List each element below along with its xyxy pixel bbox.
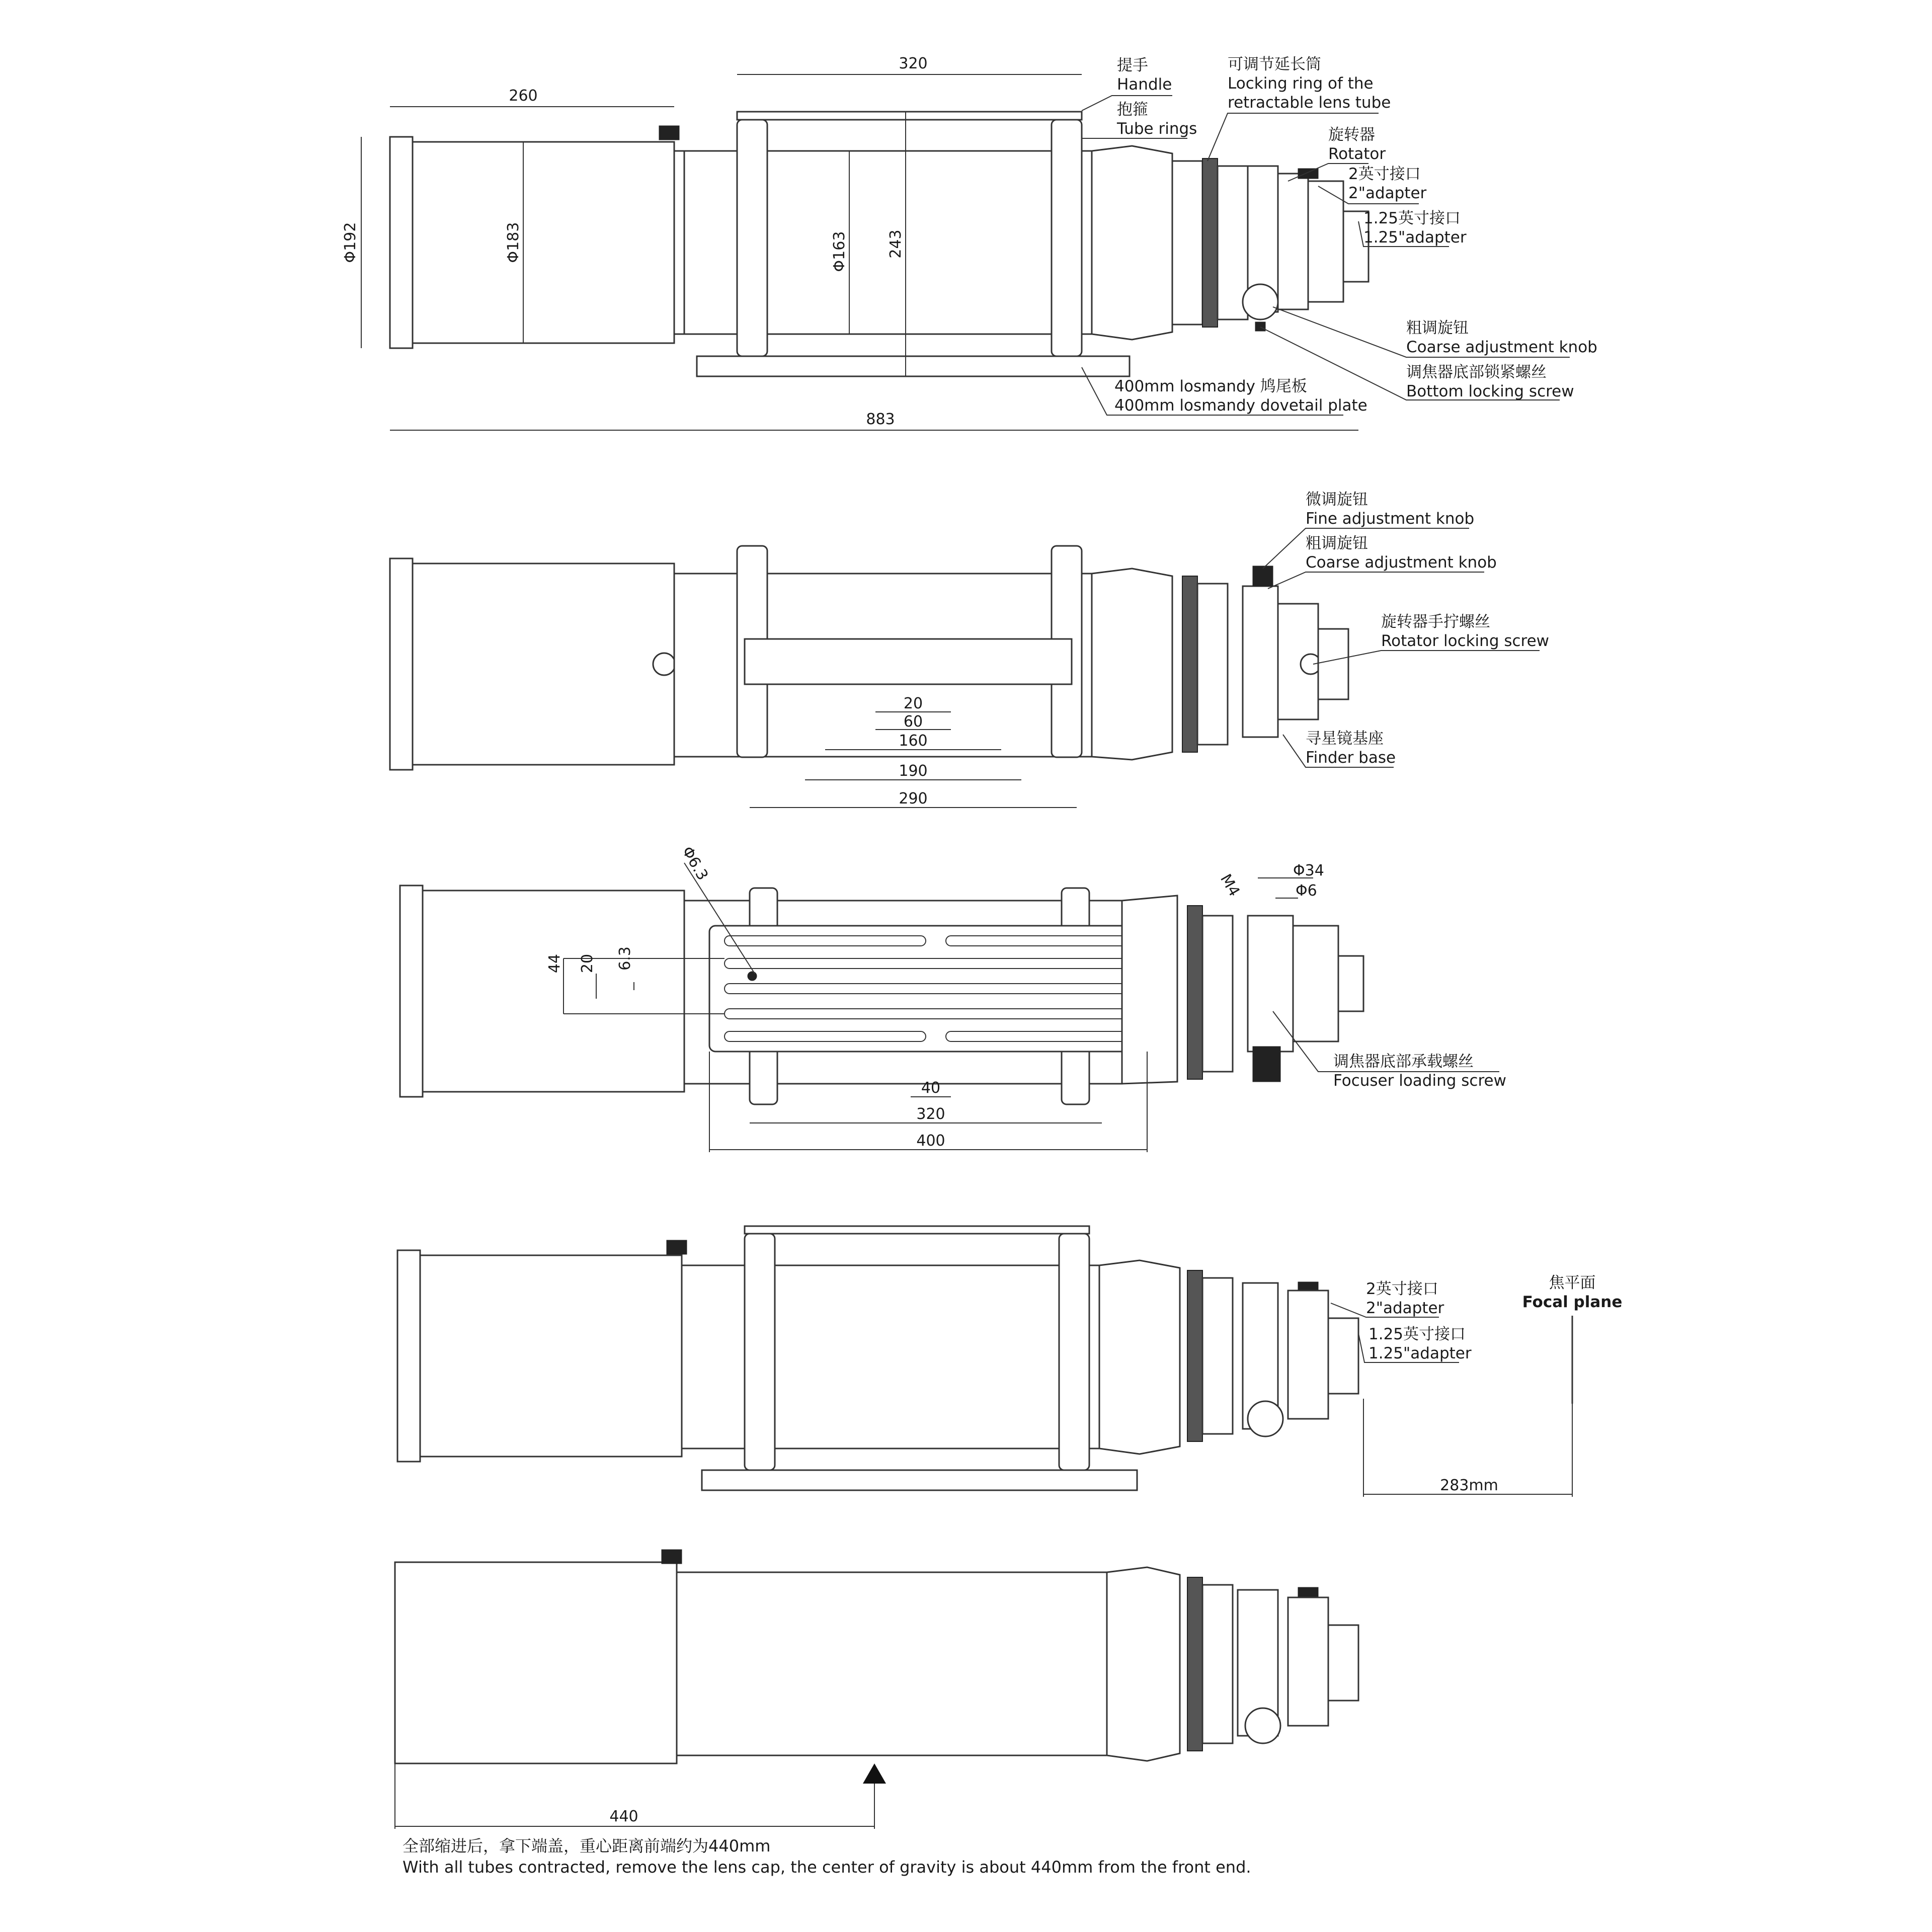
label-adapter125-en: 1.25"adapter bbox=[1363, 228, 1467, 247]
coarse-knob-icon bbox=[1243, 284, 1278, 319]
dim-20-v3: 20 bbox=[579, 953, 596, 974]
view-4-backfocus bbox=[397, 1226, 1622, 1497]
view-1-side bbox=[342, 55, 1597, 430]
dia-6-3: Φ6.3 bbox=[678, 843, 712, 883]
rotator-v4 bbox=[1288, 1291, 1328, 1419]
tube-ring-front bbox=[737, 120, 767, 356]
focuser-body bbox=[1092, 146, 1172, 340]
dim-260: 260 bbox=[509, 87, 538, 105]
main-tube-v5 bbox=[677, 1572, 1117, 1755]
dim-190: 190 bbox=[899, 762, 928, 780]
locking-ring-knurl bbox=[1202, 158, 1218, 327]
focuser-body-v3 bbox=[1122, 896, 1177, 1084]
dew-shield-v4 bbox=[420, 1255, 682, 1457]
label-adapter125-v4-en: 1.25"adapter bbox=[1369, 1344, 1472, 1362]
label-bottom-lock-en: Bottom locking screw bbox=[1406, 382, 1574, 400]
label-tube-rings-en: Tube rings bbox=[1117, 120, 1197, 138]
drawtube-v3 bbox=[1202, 916, 1233, 1072]
dim-20: 20 bbox=[903, 695, 923, 712]
dim-320: 320 bbox=[899, 55, 928, 72]
dia-192: Φ192 bbox=[342, 222, 359, 263]
dew-screw-v2-icon bbox=[653, 653, 675, 675]
handle-v4 bbox=[745, 1226, 1089, 1234]
dim-400: 400 bbox=[916, 1132, 945, 1150]
label-dovetail-en: 400mm losmandy dovetail plate bbox=[1114, 396, 1367, 415]
coarse-knob-v3-icon bbox=[1253, 1046, 1280, 1082]
label-coarse-v2-en: Coarse adjustment knob bbox=[1306, 553, 1497, 572]
dim-60: 60 bbox=[903, 713, 923, 731]
focuser-block-v2 bbox=[1243, 586, 1278, 737]
drawtube-v2 bbox=[1197, 584, 1228, 745]
label-loading-en: Focuser loading screw bbox=[1333, 1072, 1506, 1090]
handle bbox=[737, 112, 1082, 120]
dew-shield-end bbox=[674, 151, 684, 334]
focuser-body-v2 bbox=[1092, 569, 1172, 760]
dim-6-3: 6.3 bbox=[616, 946, 634, 971]
dim-440: 440 bbox=[609, 1808, 638, 1825]
dim-283mm: 283mm bbox=[1440, 1477, 1498, 1494]
dew-shield-v3 bbox=[423, 891, 684, 1092]
label-focal-en: Focal plane bbox=[1522, 1293, 1623, 1311]
label-adapter2-v4-en: 2"adapter bbox=[1366, 1299, 1444, 1317]
label-rot-lock-en: Rotator locking screw bbox=[1381, 632, 1550, 650]
rotator-screw-icon bbox=[1298, 169, 1318, 179]
label-tube-rings-cn: 抱箍 bbox=[1117, 101, 1148, 119]
rotator-v3 bbox=[1293, 926, 1338, 1041]
label-locking-ring-en1: Locking ring of the bbox=[1228, 74, 1374, 93]
dew-cap-rim-v4 bbox=[397, 1250, 420, 1462]
dew-shield-screw-icon bbox=[659, 126, 679, 140]
drawtube-v4 bbox=[1202, 1278, 1233, 1434]
label-bottom-lock-cn: 调焦器底部锁紧螺丝 bbox=[1406, 363, 1547, 381]
dim-160: 160 bbox=[899, 732, 928, 750]
drawtube-v5 bbox=[1202, 1585, 1233, 1743]
view-5-cog bbox=[395, 1550, 1358, 1877]
view-3-plate bbox=[400, 844, 1506, 1153]
dew-shield bbox=[413, 142, 674, 343]
adapter-v2 bbox=[1318, 629, 1348, 699]
label-locking-ring-en2: retractable lens tube bbox=[1228, 94, 1391, 112]
view-2-bottom bbox=[390, 491, 1549, 808]
label-dovetail-cn: 400mm losmandy 鸠尾板 bbox=[1114, 377, 1307, 395]
rotator bbox=[1278, 174, 1308, 309]
dovetail-bottom-v2 bbox=[745, 639, 1072, 684]
label-adapter125-cn: 1.25英寸接口 bbox=[1363, 209, 1461, 227]
retractable-tube bbox=[1172, 161, 1202, 325]
dim-40: 40 bbox=[921, 1079, 941, 1097]
label-handle-en: Handle bbox=[1117, 75, 1172, 94]
m4-label: M4 bbox=[1217, 871, 1243, 900]
dim-883: 883 bbox=[866, 411, 895, 428]
dew-shield-v5 bbox=[395, 1562, 677, 1763]
tube-ring-rear bbox=[1052, 120, 1082, 356]
mount-hole-icon bbox=[748, 972, 757, 981]
label-adapter125-v4-cn: 1.25英寸接口 bbox=[1369, 1325, 1466, 1343]
dia-6: Φ6 bbox=[1296, 882, 1317, 900]
focuser-body-v5 bbox=[1107, 1567, 1180, 1761]
coarse-knob-v5-icon bbox=[1245, 1708, 1280, 1743]
label-rot-lock-cn: 旋转器手拧螺丝 bbox=[1381, 613, 1490, 631]
label-rotator-en: Rotator bbox=[1328, 145, 1386, 163]
label-handle-cn: 提手 bbox=[1117, 56, 1148, 74]
adapter-2inch bbox=[1308, 181, 1343, 302]
label-fine-cn: 微调旋钮 bbox=[1306, 491, 1368, 509]
locking-ring-v2 bbox=[1182, 576, 1197, 752]
dim-320-v3: 320 bbox=[916, 1105, 945, 1123]
dew-cap-rim-v2 bbox=[390, 558, 413, 770]
dovetail-plate-v3 bbox=[709, 926, 1147, 1052]
label-coarse-en: Coarse adjustment knob bbox=[1406, 338, 1597, 356]
note-cn: 全部缩进后，拿下端盖，重心距离前端约为440mm bbox=[403, 1836, 771, 1856]
center-of-gravity-marker-icon bbox=[863, 1763, 886, 1784]
coarse-knob-v4-icon bbox=[1248, 1401, 1283, 1436]
dew-shield-v2 bbox=[413, 564, 674, 765]
dovetail-v4 bbox=[702, 1470, 1137, 1490]
label-rotator-cn: 旋转器 bbox=[1328, 126, 1375, 144]
label-locking-ring-cn: 可调节延长筒 bbox=[1228, 55, 1321, 73]
label-adapter2-cn: 2英寸接口 bbox=[1348, 165, 1421, 183]
tube-ring-rear-v4 bbox=[1059, 1234, 1089, 1470]
note-en: With all tubes contracted, remove the lens cap, the center of gravity is about 440mm from the front end. bbox=[403, 1858, 1251, 1877]
label-finder-cn: 寻星镜基座 bbox=[1306, 730, 1384, 748]
fine-knob-icon bbox=[1253, 566, 1273, 586]
locking-ring-v3 bbox=[1187, 906, 1202, 1079]
dew-screw-v5-icon bbox=[662, 1550, 682, 1564]
rotator-screw-v5-icon bbox=[1298, 1587, 1318, 1597]
adapter-v4 bbox=[1328, 1318, 1358, 1394]
dew-cap-rim-v3 bbox=[400, 886, 423, 1097]
label-adapter2-en: 2"adapter bbox=[1348, 184, 1427, 202]
dew-screw-v4-icon bbox=[667, 1240, 687, 1254]
label-coarse-cn: 粗调旋钮 bbox=[1406, 319, 1469, 337]
dovetail-plate bbox=[697, 356, 1130, 376]
label-fine-en: Fine adjustment knob bbox=[1306, 510, 1475, 528]
dew-cap-rim bbox=[390, 137, 413, 348]
adapter-v5 bbox=[1328, 1625, 1358, 1701]
focuser-body-v4 bbox=[1099, 1260, 1180, 1454]
dim-290: 290 bbox=[899, 790, 928, 808]
locking-ring-v4 bbox=[1187, 1270, 1202, 1441]
label-loading-cn: 调焦器底部承载螺丝 bbox=[1333, 1053, 1474, 1071]
label-adapter2-v4-cn: 2英寸接口 bbox=[1366, 1280, 1438, 1298]
focuser-block-v3 bbox=[1248, 916, 1293, 1052]
tube-ring-front-v4 bbox=[745, 1234, 775, 1470]
adapter-v3 bbox=[1338, 956, 1363, 1011]
dia-183: Φ183 bbox=[505, 222, 522, 263]
bottom-screw-icon bbox=[1255, 322, 1265, 331]
dim-44: 44 bbox=[546, 953, 564, 974]
label-focal-cn: 焦平面 bbox=[1549, 1274, 1596, 1292]
dia-163: Φ163 bbox=[831, 231, 848, 272]
label-finder-en: Finder base bbox=[1306, 749, 1396, 767]
label-coarse-v2-cn: 粗调旋钮 bbox=[1306, 534, 1368, 552]
dia-34: Φ34 bbox=[1293, 862, 1324, 879]
locking-ring-v5 bbox=[1187, 1577, 1202, 1751]
dim-243: 243 bbox=[887, 229, 905, 259]
rotator-v5 bbox=[1288, 1597, 1328, 1726]
